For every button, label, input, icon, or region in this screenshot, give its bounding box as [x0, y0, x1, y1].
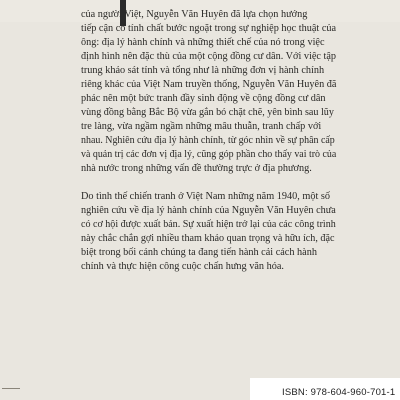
- text-line: chính và thực hiện công cuộc chấn hưng văn hóa.: [81, 261, 284, 272]
- text-line: nhau. Nghiên cứu địa lý hành chính, từ góc nhìn về sự phân cấp: [81, 135, 335, 146]
- text-line: Do tình thế chiến tranh ở Việt Nam những năm 1940, một số: [81, 191, 331, 202]
- text-line: biệt trong bối cảnh chúng ta đang tiến hành cải cách hành: [81, 247, 317, 258]
- text-line: có cơ hội được xuất bản. Sự xuất hiện trở lại của các công trình: [81, 219, 336, 230]
- isbn-text: ISBN: 978-604-960-701-1: [282, 387, 396, 398]
- edge-mark: [2, 388, 20, 389]
- text-line: phác nên một bức tranh đầy sinh động về cộng đồng cư dân: [81, 93, 326, 104]
- text-line: và quản trị các đơn vị địa lý, cũng góp phần cho thấy vai trò của: [81, 149, 337, 160]
- text-line: riêng khác của Việt Nam truyền thống, Nguyễn Văn Huyên đã: [81, 79, 337, 90]
- paragraph-1: [81, 8, 336, 176]
- text-line: vùng đồng bằng Bắc Bộ vừa gắn bó chặt chẽ, yên bình sau lũy: [81, 107, 334, 118]
- text-line: trung khảo sát tỉnh và tổng như là những đơn vị hành chính: [81, 65, 325, 76]
- text-line: định hình nên đặc thù của một cộng đồng cư dân. Với việc tập: [81, 51, 337, 62]
- text-line: của người Việt, Nguyễn Văn Huyên đã lựa chọn hướng: [81, 9, 308, 20]
- text-line: nghiên cứu về địa lý hành chính của Nguyễn Văn Huyên chưa: [81, 205, 336, 216]
- text-line: tiếp cận có tính chất bước ngoặt trong sự nghiệp học thuật của: [81, 23, 337, 34]
- text-line: tre làng, vừa ngầm ngầm những mâu thuẫn, tranh chấp với: [81, 121, 322, 132]
- text-line: nhà nước trong những vấn đề thường trực ở địa phương.: [81, 163, 312, 174]
- text-line: này chắc chắn gợi nhiều tham khảo quan trọng và hữu ích, đặc: [81, 233, 335, 244]
- text-line: ông: địa lý hành chính và những thiết chế của nó trong việc: [81, 37, 325, 48]
- paragraph-2: [81, 190, 336, 274]
- back-cover-text: [81, 8, 336, 274]
